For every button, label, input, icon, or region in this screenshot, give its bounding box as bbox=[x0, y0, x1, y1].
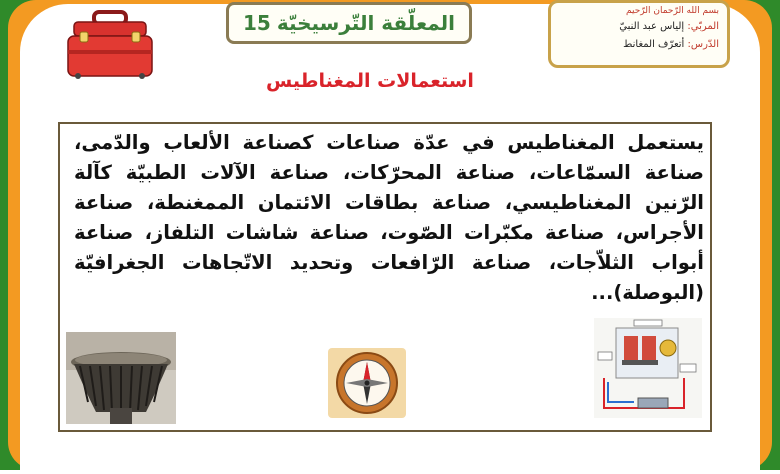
lesson-line bbox=[559, 36, 719, 54]
suitcase-icon bbox=[64, 10, 156, 80]
section-heading: استعمالات المغناطيس bbox=[266, 70, 474, 92]
title-text: المعلّقة التّرسيخيّة bbox=[276, 11, 456, 35]
fountain-image bbox=[66, 332, 176, 424]
uses-paragraph: يستعمل المغناطيس في عدّة صناعات كصناعة الألعاب والدّمى، صناعة السمّاعات، صناعة المحرّكات، صناعة الآلات الطبيّة كآلة الرّنين المغناطيسي، صناعة بطاقات الائتمان الممغنطة، صناعة الأجراس، صناعة مكبّرات الصّوت، صناعة شاشات التلفاز، صناعة أبواب الثلاّجات، صناعة الرّافعات وتحديد الاتّجاهات الجغرافيّة (البوصلة)... bbox=[74, 131, 704, 304]
teacher-key: المربّي: bbox=[687, 21, 719, 32]
basmala: بسم الله الرّحمان الرّحيم bbox=[626, 6, 719, 16]
teacher-name: إلياس عبد النبيّ bbox=[619, 21, 685, 32]
compass-icon bbox=[328, 348, 406, 418]
poster-title bbox=[226, 2, 472, 44]
title-number: 15 bbox=[242, 11, 271, 35]
teacher-line bbox=[559, 18, 719, 36]
electric-bell-diagram bbox=[594, 318, 702, 418]
teacher-info-box bbox=[548, 0, 730, 68]
lesson-name: أتعرّف المغانط bbox=[623, 39, 685, 50]
lesson-key: الدّرس: bbox=[687, 39, 719, 50]
